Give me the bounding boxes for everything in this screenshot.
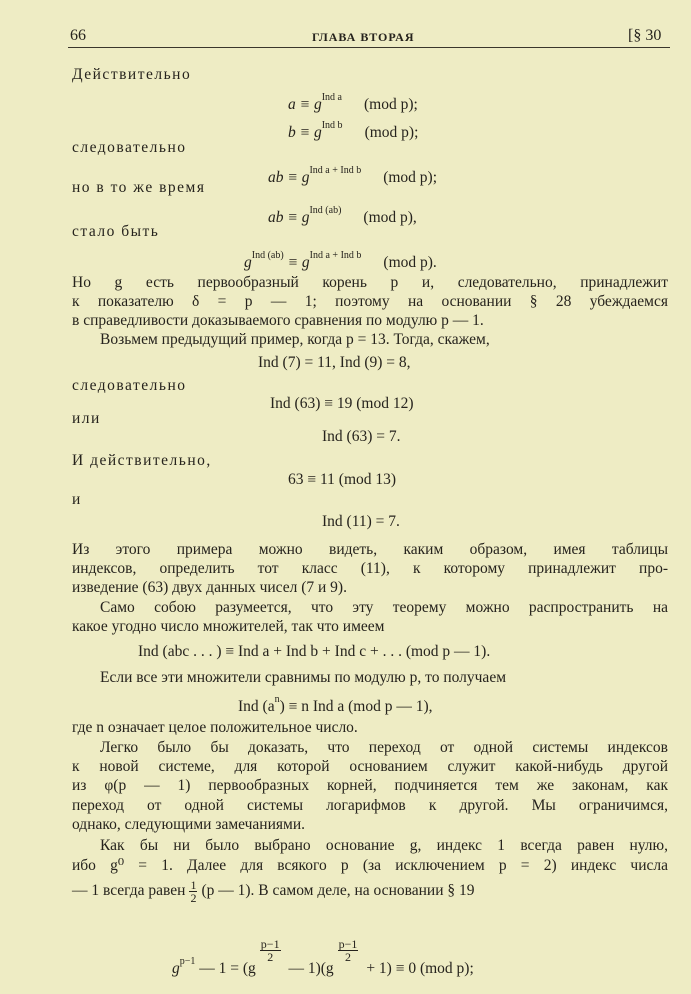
- text-line: к новой системе, для которой основанием служит какой-нибудь другой: [72, 758, 668, 775]
- text-line: Действительно: [72, 66, 192, 83]
- text-line: Само собою разумеется, что эту теорему можно распространить на: [100, 599, 668, 616]
- header-rule: [68, 47, 670, 48]
- equation: Ind (63) ≡ 19 (mod 12): [270, 395, 414, 412]
- text-line: ибо g⁰ = 1. Далее для всякого p (за исключением p = 2) индекс числа: [72, 857, 668, 874]
- equation: Ind $(a^n) \equiv n$ Ind a (mod p — 1),: [238, 694, 433, 715]
- text-line: Возьмем предыдущий пример, когда p = 13. Тогда, скажем,: [100, 331, 490, 348]
- text-line: следовательно: [72, 377, 187, 394]
- text-line: Если все эти множители сравнимы по модулю p, то получаем: [100, 669, 507, 686]
- fraction-exponent: $\frac{p-1}{2}$: [338, 937, 358, 964]
- text-line: к показателю δ = p — 1; поэтому на основании § 28 убеждаемся: [72, 293, 668, 310]
- text-line: в справедливости доказываемого сравнения по модулю p — 1.: [72, 312, 484, 329]
- text-line: Но g есть первообразный корень p и, следовательно, принадлежит: [72, 274, 668, 291]
- text-line: какое угодно число множителей, так что имеем: [72, 618, 385, 635]
- page-number: 66: [70, 27, 86, 44]
- fraction-exponent: $\frac{p-1}{2}$: [260, 937, 280, 964]
- text-line: однако, следующими замечаниями.: [72, 816, 305, 833]
- text-line: индексов, определить тот класс (11), к которому принадлежит про-: [72, 560, 668, 577]
- equation: $g^{Ind (ab)} \equiv g^{Ind a + Ind b}$ (mod p).: [244, 250, 437, 271]
- fraction: $\frac{1}{2}$: [190, 877, 197, 905]
- equation: ab ≡ $g^{Ind (ab)}$ (mod p),: [268, 205, 417, 226]
- equation: Ind (7) = 11, Ind (9) = 8,: [258, 354, 411, 371]
- equation: Ind (abc . . . ) ≡ Ind a + Ind b + Ind c + . . . (mod p — 1).: [138, 643, 491, 660]
- equation: 63 ≡ 11 (mod 13): [288, 471, 397, 488]
- text-line: из φ(p — 1) первообразных корней, подчиняется тем же законам, как: [72, 777, 668, 794]
- text-line: но в то же время: [72, 179, 206, 196]
- text-line: И действительно,: [72, 452, 212, 469]
- text-line: следовательно: [72, 139, 187, 156]
- text-line: Легко было бы доказать, что переход от одной системы индексов: [100, 739, 668, 756]
- equation: Ind (11) = 7.: [322, 513, 400, 530]
- text-line: и: [72, 491, 81, 508]
- text-line: переход от одной системы логарифмов к другой. Мы ограничимся,: [72, 797, 668, 814]
- text-line: где n означает целое положительное число.: [72, 719, 358, 736]
- equation: $b \equiv g^{Ind b}$ (mod p);: [288, 120, 419, 141]
- text-line: Из этого примера можно видеть, каким образом, имея таблицы: [72, 541, 668, 558]
- text-line: стало быть: [72, 223, 160, 240]
- text-line: изведение (63) двух данных чисел (7 и 9).: [72, 579, 347, 596]
- equation: ab ≡ $g^{Ind a + Ind b}$ (mod p);: [268, 165, 438, 186]
- chapter-title: ГЛАВА ВТОРАЯ: [312, 30, 415, 44]
- section-number: [§ 30: [628, 27, 662, 44]
- equation: Ind (63) = 7.: [322, 428, 401, 445]
- text-line: Как бы ни было выбрано основание g, индекс 1 всегда равен нулю,: [100, 837, 668, 854]
- equation: $a \equiv g^{Ind a}$ (mod p);: [288, 92, 418, 113]
- text-line: или: [72, 410, 101, 427]
- text-line: — 1 всегда равен $\frac{1}{2}$ (p — 1). В самом деле, на основании § 19: [72, 877, 475, 905]
- equation: $g^{p-1}$ — 1 = (g $\frac{p-1}{2}$ — 1)(g $\frac{p-1}{2}$ + 1) ≡ 0 (mod p);: [172, 937, 474, 977]
